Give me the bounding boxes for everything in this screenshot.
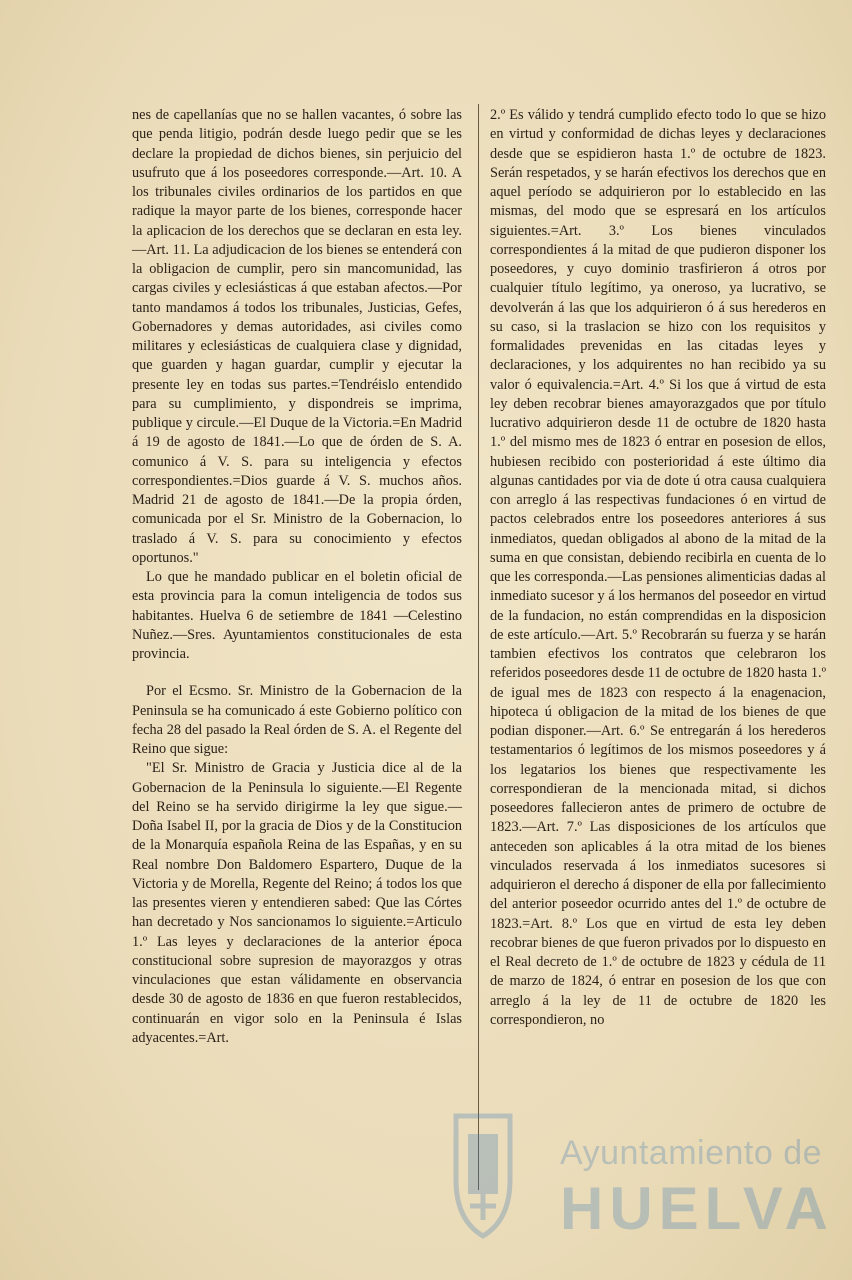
watermark-line2: HUELVA — [560, 1175, 834, 1242]
paragraph-continuation: nes de capellanías que no se hallen vacantes, ó sobre las que penda litigio, podrán desde luego pedir que se les declare la propiedad de dichos bienes, sin perjuicio del usufruto que á los poseedores corresponde.—Art. 10. A los tribunales civiles ordinarios de los partidos en que radique la mayor parte de los bienes, corresponde hacer la aplicacion de los derechos que se declaran en esta ley.—Art. 11. La adjudicacion de los bienes se entenderá con la obligacion de cumplir, pero sin mancomunidad, las cargas civiles y eclesiásticas á que estaban afectos.—Por tanto mandamos á todos los tribunales, Justicias, Gefes, Gobernadores y demas autoridades, asi civiles como militares y eclesiásticas de cualquiera clase y dignidad, que guarden y hagan guardar, cumplir y ejecutar la presente ley en todas sus partes.=Tendréislo entendido para su cumplimiento, y dispondreis se imprima, publique y circule.—El Duque de la Victoria.=En Madrid á 19 de agosto de 1841.—Lo que de órden de S. A. comunico á V. S. para su inteligencia y efectos correspondientes.=Dios guarde á V. S. muchos años. Madrid 21 de agosto de 1841.—De la propia órden, comunicada por el Sr. Ministro de la Gobernacion, lo traslado á V. S. para su conocimiento y efectos oportunos." — [132, 107, 462, 566]
section-gap — [132, 664, 462, 682]
column-divider — [478, 104, 479, 1190]
watermark — [440, 1110, 840, 1260]
left-column — [132, 106, 462, 1048]
paragraph-royal-order-intro: Por el Ecsmo. Sr. Ministro de la Gobernacion de la Peninsula se ha comunicado á este Gobierno político con fecha 28 del pasado la Real órden de S. A. el Regente del Reino que sigue: — [132, 683, 462, 757]
paragraph-articles: 2.º Es válido y tendrá cumplido efecto todo lo que se hizo en virtud y conformidad de dichas leyes y declaraciones desde que se espidieron hasta 1.º de octubre de 1823. Serán respetados, y se harán efectivos los derechos que en aquel período se adquirieron por lo establecido en las mismas, del modo que se espresará en los artículos siguientes.=Art. 3.º Los bienes vinculados correspondientes á la mitad de que pudieron disponer los poseedores, y cuyo dominio trasfirieron á otros por cualquier título legítimo, ya oneroso, ya lucrativo, se devolverán á las que los adquirieron ó á sus herederos en su caso, si la traslacion se hizo con los requisitos y formalidades prevenidas en las citadas leyes y declaraciones, y los adquirentes no han recibido ya su valor ó equivalencia.=Art. 4.º Si los que á virtud de esta ley deben recobrar bienes amayorazgados que por título lucrativo adquirieron desde 11 de octubre de 1820 hasta 1.º del mismo mes de 1823 ó entrar en posesion de ellos, hubiesen recibido con posterioridad á este último dia algunas cantidades por via de dote ú otra causa cualquiera con arreglo á las respectivas fundaciones ó en virtud de pactos celebrados entre los poseedores anteriores á sus inmediatos, quedan obligados al abono de la mitad de la suma en que consistan, debiendo recibirla en cuenta de lo que les corresponda.—Las pensiones alimenticias dadas al inmediato sucesor y á los hermanos del poseedor en virtud de la fundacion, no están comprendidas en la disposicion de este artículo.—Art. 5.º Recobrarán su fuerza y se harán tambien efectivos los contratos que celebraron los referidos poseedores desde 11 de octubre de 1820 hasta 1.º de igual mes de 1823 con respecto á la enagenacion, hipoteca ú obligacion de la mitad de los bienes de que podian disponer.—Art. 6.º Se entregarán á los herederos testamentarios ó legítimos de los mismos poseedores y á los legatarios los bienes que respectivamente les correspondieran de la mencionada mitad, si dichos poseedores fallecieron antes de primero de octubre de 1823.—Art. 7.º Las disposiciones de los artículos que anteceden son aplicables á la otra mitad de los bienes vinculados reservada á los inmediatos sucesores si adquirieron el derecho á disponer de ella por fallecimiento del anterior poseedor ocurrido antes del 1.º de octubre de 1823.=Art. 8.º Los que en virtud de esta ley deben recobrar bienes de que fueron privados por lo dispuesto en el Real decreto de 1.º de octubre de 1823 y cédula de 11 de marzo de 1824, ó entrar en posesion de los que con arreglo á la ley de 11 de octubre de 1820 les correspondieron, no — [490, 107, 826, 1028]
paragraph-publication-notice: Lo que he mandado publicar en el boletin oficial de esta provincia para la comun inteligencia de todos sus habitantes. Huelva 6 de setiembre de 1841 —Celestino Nuñez.—Sres. Ayuntamientos constitucionales de esta provincia. — [132, 569, 462, 662]
right-column — [490, 106, 826, 1030]
watermark-line1: Ayuntamiento de — [560, 1134, 823, 1172]
shield-crest-icon — [448, 1110, 518, 1240]
paragraph-law-text: "El Sr. Ministro de Gracia y Justicia dice al de la Gobernacion de la Peninsula lo siguiente.—El Regente del Reino se ha servido dirigirme la ley que sigue.—Doña Isabel II, por la gracia de Dios y de la Constitucion de la Monarquía española Reina de las Españas, y en su Real nombre Don Baldomero Espartero, Duque de la Victoria y de Morella, Regente del Reino; á todos los que las presentes vieren y entendieren sabed: Que las Córtes han decretado y Nos sancionamos lo siguiente.=Articulo 1.º Las leyes y declaraciones de la anterior época constitucional sobre supresion de mayorazgos y otras vinculaciones que estan válidamente en observancia desde 30 de agosto de 1836 en que fueron restablecidos, continuarán en vigor solo en la Peninsula é Islas adyacentes.=Art. — [132, 760, 462, 1046]
